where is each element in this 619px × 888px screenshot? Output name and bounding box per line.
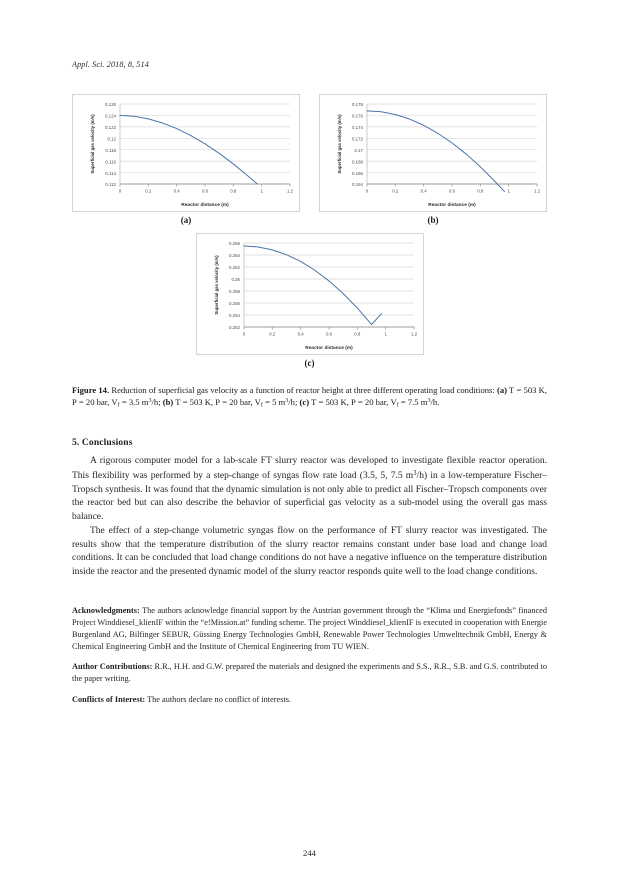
chart-row-top [72, 94, 547, 225]
figure-cond-a-text: T = 503 K, P = 20 bar, $V_f = 3.5$ $m^3/h$; [72, 385, 547, 409]
chart-a [72, 94, 300, 212]
svg-text:0.178: 0.178 [352, 102, 363, 108]
conclusions-heading: 5. Conclusions [72, 437, 133, 448]
svg-text:0.26: 0.26 [230, 277, 240, 283]
chart-b-svg [320, 95, 548, 213]
svg-text:0.4: 0.4 [297, 331, 304, 337]
svg-text:Superficial gas velocity (m/s): Superficial gas velocity (m/s) [337, 114, 342, 174]
svg-text:0.164: 0.164 [352, 182, 363, 188]
svg-text:0: 0 [242, 331, 245, 337]
svg-text:0.252: 0.252 [228, 325, 240, 331]
figure-cond-b-tag: (b) [162, 397, 174, 408]
figure-cond-a-tag: (a) [496, 385, 508, 395]
svg-text:0.124: 0.124 [105, 113, 116, 119]
svg-text:Reactor distance (m): Reactor distance (m) [304, 346, 353, 351]
chart-c-svg [197, 234, 425, 356]
figure-caption-text: Reduction of superficial gas velocity as a function of reactor height at three different operating load conditions: [111, 385, 495, 395]
author-contributions [72, 661, 547, 685]
conflicts-label: Conflicts of Interest: [72, 695, 146, 705]
svg-text:0: 0 [365, 188, 369, 194]
svg-text:0.114: 0.114 [105, 170, 116, 176]
figure-caption-label: Figure 14. [72, 385, 110, 395]
chart-b-subcaption: (b) [427, 215, 439, 225]
svg-text:0.8: 0.8 [353, 331, 360, 337]
chart-b-wrapper [319, 94, 547, 225]
svg-text:Superficial gas velocity (m/s): Superficial gas velocity (m/s) [213, 255, 219, 315]
svg-text:0: 0 [118, 188, 122, 194]
conclusions-paragraph-2: The effect of a step-change volumetric syngas flow on the performance of FT slurry reactor was investigated. The results show that the temperature distribution of the slurry reactor remains constant under base load and change load conditions. It can be concluded that load change conditions do not have a negative influence on the temperature distribution inside the reactor and the presented dynamic model of the slurry reactor responds quite well to the load change conditions. [72, 525, 547, 578]
svg-text:0.6: 0.6 [201, 188, 209, 194]
svg-text:1.2: 1.2 [410, 331, 417, 337]
svg-text:0.112: 0.112 [105, 182, 116, 188]
figure-cond-c-tag: (c) [299, 397, 310, 408]
svg-text:1.2: 1.2 [533, 188, 541, 194]
svg-text:0.2: 0.2 [392, 188, 399, 194]
svg-text:0.2: 0.2 [268, 331, 275, 337]
running-head [72, 60, 149, 69]
svg-text:0.118: 0.118 [105, 147, 116, 153]
chart-a-wrapper [72, 94, 300, 225]
figure-caption [72, 384, 547, 411]
svg-text:0.17: 0.17 [354, 147, 363, 153]
svg-text:0.264: 0.264 [228, 253, 240, 259]
svg-text:0.4: 0.4 [420, 188, 427, 194]
acknowledgments-text: The authors acknowledge financial support by the Austrian government through the “Klima und Energiefonds” financed Project Winddiesel_klienIF within the “e!Mission.at” funding scheme. The project Winddiesel_klienIF is executed in cooperation with Energie Burgenland AG, Bilfinger SEBUR, Güssing Energy Technologies GmbH, Renewable Power Technologies Umwelttechnik GmbH, Energy & Chemical Engineering GmbH and the Institute of Chemical Engineering from TU WIEN. [72, 606, 547, 651]
svg-text:Reactor distance (m): Reactor distance (m) [428, 203, 476, 208]
back-matter [72, 605, 547, 715]
svg-text:0.176: 0.176 [352, 113, 363, 119]
chart-c-subcaption: (c) [304, 358, 315, 368]
figure-cond-c-text: T = 503 K, P = 20 bar, $V_f = 7.5$ $m^3/h$. [309, 397, 440, 409]
svg-text:1: 1 [260, 188, 263, 194]
acknowledgments-label: Acknowledgments: [72, 606, 140, 615]
svg-text:0.168: 0.168 [352, 159, 363, 165]
page-number: 244 [303, 848, 316, 858]
svg-text:Superficial gas velocity (m/s): Superficial gas velocity (m/s) [90, 114, 95, 174]
svg-text:0.12: 0.12 [107, 136, 116, 142]
svg-text:0.6: 0.6 [448, 188, 456, 194]
svg-text:0.254: 0.254 [228, 313, 240, 319]
conflicts-of-interest [72, 694, 547, 706]
conclusions-paragraph-1: A rigorous computer model for a lab-scale FT slurry reactor was developed to investigate flexible reactor operation. This flexibility was performed by a step-change of syngas flow rate load (3.5, 5, 7.5 $m^3/h$) in a low-temperature Fischer–Tropsch synthesis. It was found that the dynamic simulation is not only able to predict all Fischer–Tropsch components over the reactor bed but can also describe the behavior of superficial gas velocity as a sub-model using the overall gas mass balance. [72, 456, 547, 523]
chart-c [196, 233, 424, 355]
svg-text:1: 1 [383, 331, 387, 337]
figure-cond-b-text: T = 503 K, P = 20 bar, $V_f = 5$ $m^3/h$; [173, 397, 298, 409]
svg-text:0.166: 0.166 [352, 170, 363, 176]
svg-text:0.8: 0.8 [477, 188, 484, 194]
svg-text:0.122: 0.122 [105, 125, 116, 131]
chart-b [319, 94, 547, 212]
svg-text:0.8: 0.8 [230, 188, 237, 194]
svg-text:1: 1 [507, 188, 510, 194]
svg-text:0.266: 0.266 [228, 241, 240, 247]
author-contributions-text: R.R., H.H. and G.W. prepared the materials and designed the experiments and S.S., R.R., S.B. and G.S. contributed to the paper writing. [72, 662, 547, 684]
svg-text:0.262: 0.262 [228, 265, 240, 271]
conclusions-section [72, 437, 547, 580]
chart-c-wrapper [196, 233, 424, 368]
running-head-text: Appl. Sci. 2018, 8, 514 [72, 60, 149, 69]
svg-text:0.6: 0.6 [325, 331, 332, 337]
svg-text:Reactor distance (m): Reactor distance (m) [181, 203, 229, 208]
svg-text:0.4: 0.4 [173, 188, 180, 194]
author-contributions-label: Author Contributions: [72, 662, 153, 672]
conflicts-text: The authors declare no conflict of interests. [147, 695, 292, 705]
svg-text:0.2: 0.2 [145, 188, 152, 194]
svg-text:0.258: 0.258 [228, 289, 240, 295]
svg-text:0.256: 0.256 [228, 301, 240, 307]
svg-text:1.2: 1.2 [286, 188, 294, 194]
acknowledgments [72, 605, 547, 652]
svg-text:0.174: 0.174 [352, 125, 363, 131]
chart-a-svg [73, 95, 301, 213]
figure-14 [72, 94, 547, 411]
svg-text:0.172: 0.172 [352, 136, 363, 142]
chart-a-subcaption: (a) [180, 215, 192, 225]
svg-text:0.116: 0.116 [105, 159, 116, 165]
svg-text:0.126: 0.126 [105, 102, 116, 108]
